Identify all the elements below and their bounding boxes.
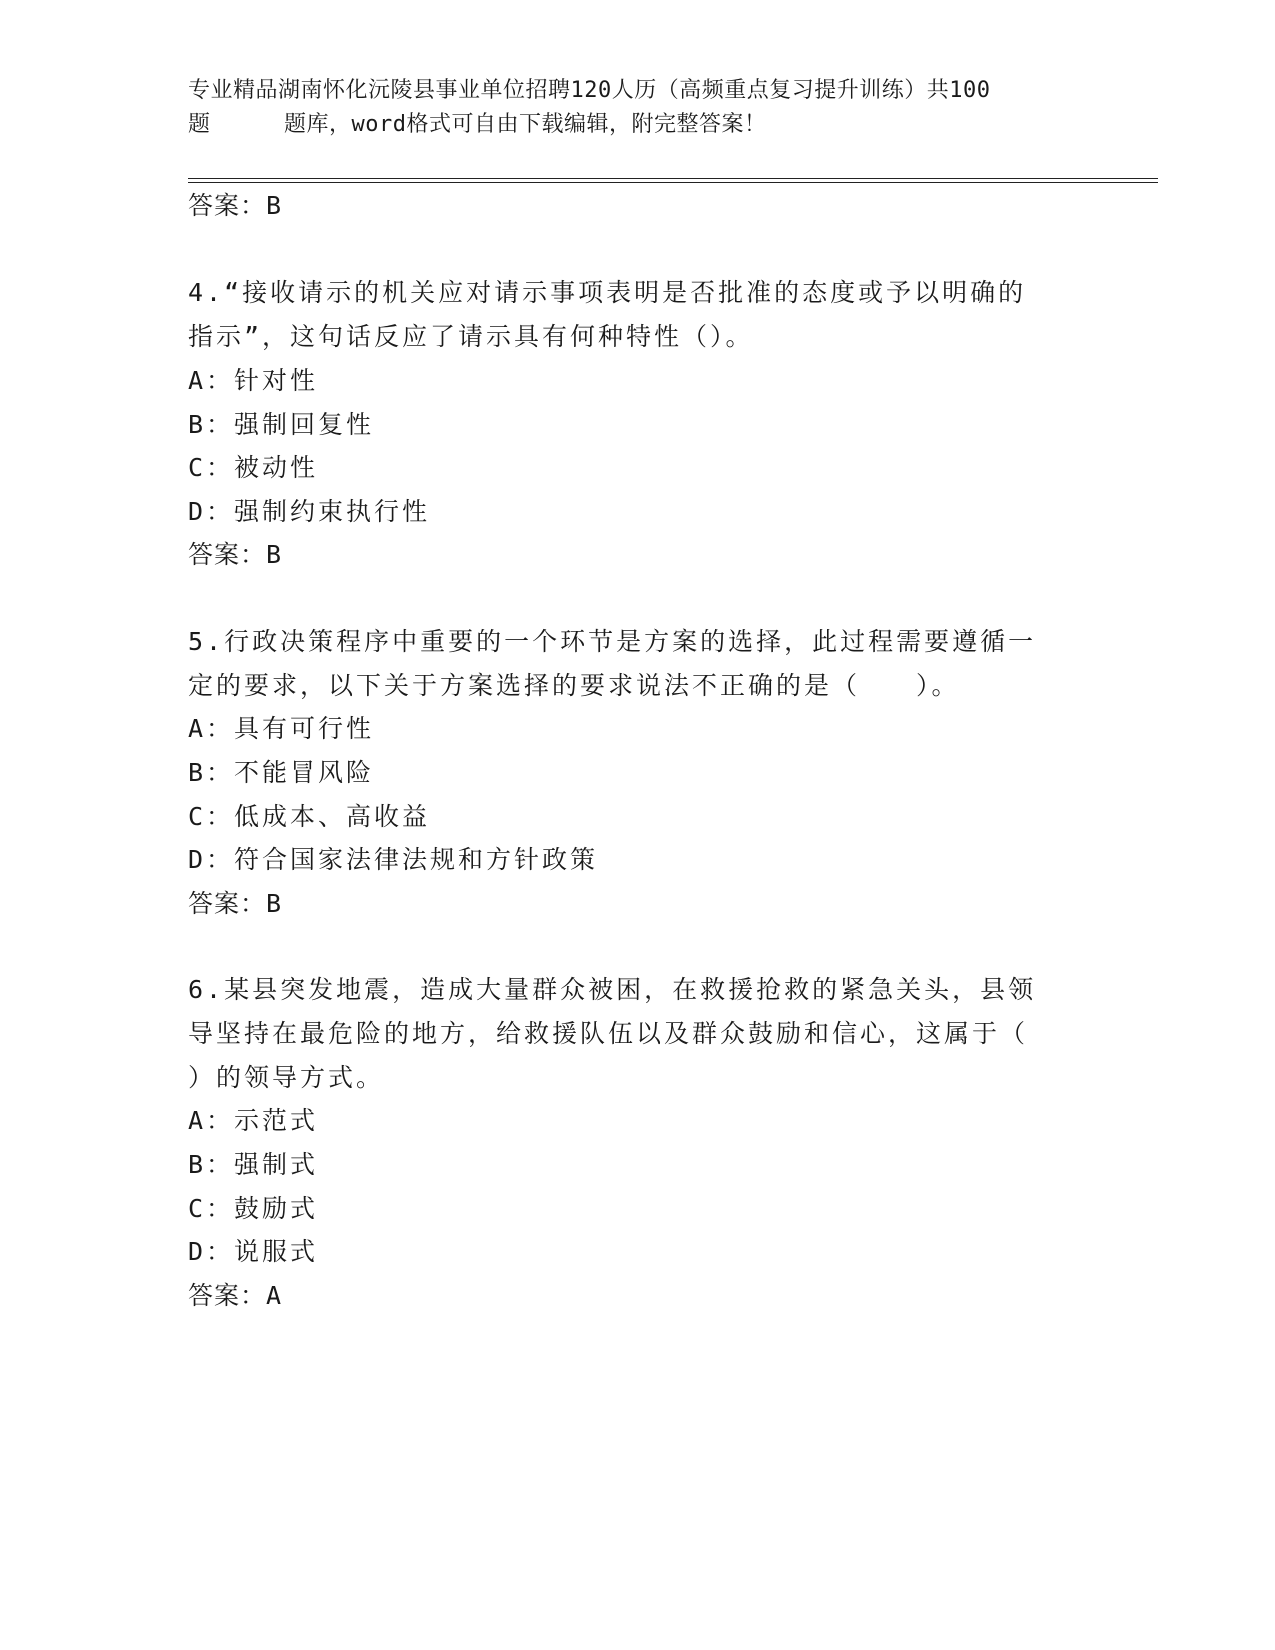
question-5-option-b: B：不能冒风险: [188, 758, 375, 787]
question-6-option-d: D：说服式: [188, 1237, 319, 1266]
previous-answer: 答案：B: [188, 191, 283, 220]
question-6-answer: 答案：A: [188, 1281, 283, 1310]
question-6-option-b: B：强制式: [188, 1150, 319, 1179]
question-5-answer: 答案：B: [188, 889, 283, 918]
question-4-option-b: B：强制回复性: [188, 410, 375, 439]
question-5-option-c: C：低成本、高收益: [188, 802, 431, 831]
header-rule-top: [188, 178, 1158, 179]
question-5-option-d: D：符合国家法律法规和方针政策: [188, 845, 599, 874]
question-5-line-1: 5.行政决策程序中重要的一个环节是方案的选择，此过程需要遵循一: [188, 627, 1037, 656]
question-6-line-1: 6.某县突发地震，造成大量群众被困，在救援抢救的紧急关头，县领: [188, 975, 1037, 1004]
header-line-2: [188, 108, 1088, 142]
question-5-line-2: 定的要求，以下关于方案选择的要求说法不正确的是（ ）。: [188, 671, 960, 700]
question-4-option-a: A：针对性: [188, 366, 319, 395]
question-4-line-2: 指示”，这句话反应了请示具有何种特性（）。: [188, 322, 754, 351]
header-rule-bottom: [188, 182, 1158, 183]
question-5-option-a: A：具有可行性: [188, 714, 375, 743]
header-line-1: 专业精品湖南怀化沅陵县事业单位招聘120人历（高频重点复习提升训练）共100: [188, 78, 991, 103]
question-6-line-3: ）的领导方式。: [188, 1063, 385, 1092]
question-6-option-c: C：鼓励式: [188, 1194, 319, 1223]
header-line-2-rest: 题库，word格式可自由下载编辑，附完整答案！: [284, 112, 767, 137]
header-line-2-lead: 题: [188, 112, 211, 137]
question-4-option-c: C：被动性: [188, 453, 319, 482]
question-4-option-d: D：强制约束执行性: [188, 497, 431, 526]
question-6-option-a: A：示范式: [188, 1106, 319, 1135]
question-4-line-1: 4.“接收请示的机关应对请示事项表明是否批准的态度或予以明确的: [188, 278, 1027, 307]
question-4-answer: 答案：B: [188, 540, 283, 569]
question-6-line-2: 导坚持在最危险的地方，给救援队伍以及群众鼓励和信心，这属于（: [188, 1019, 1029, 1048]
document-header: [188, 74, 1088, 142]
